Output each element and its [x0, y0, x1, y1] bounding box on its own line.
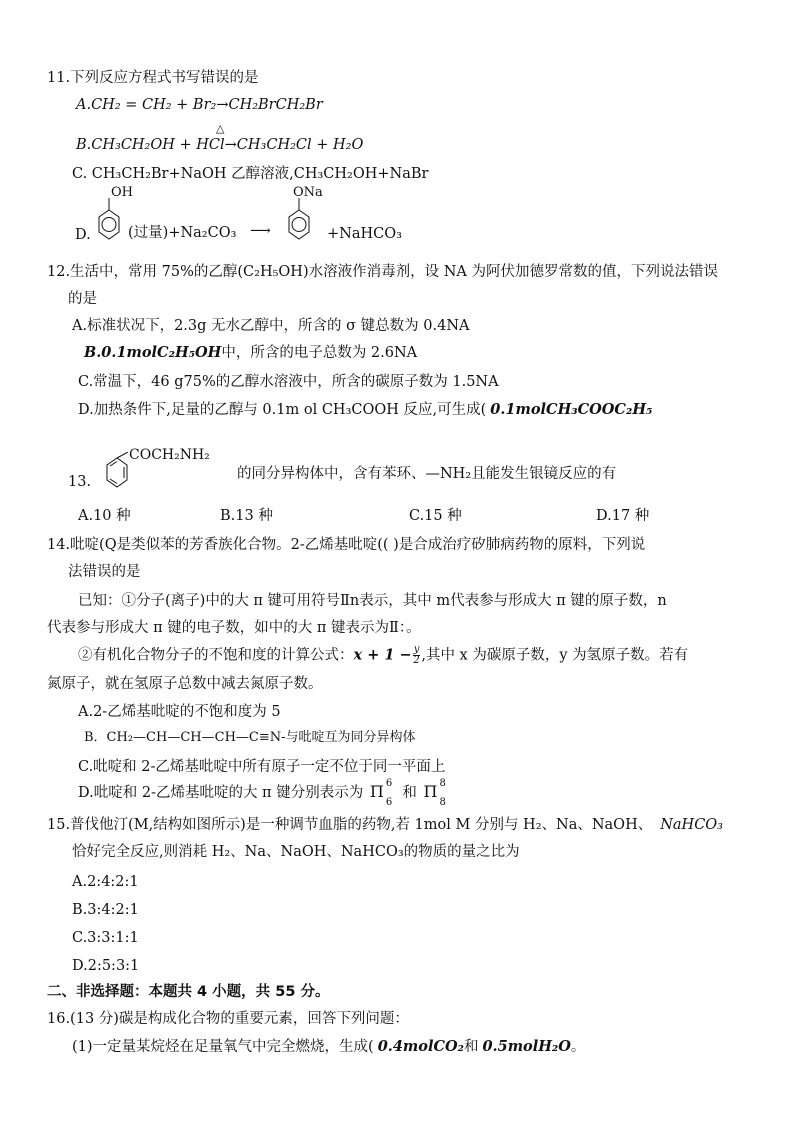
q16-and: 和: [463, 1039, 479, 1055]
pi-subscript: 8: [439, 797, 446, 808]
q15-stem-text: 15.普伐他汀(M,结构如图所示)是一种调节血脂的药物,若 1mol M 分别与 H₂、Na、NaOH、: [47, 817, 653, 833]
pi-symbol: Π: [369, 782, 384, 801]
q14-option-c: C.吡啶和 2-乙烯基吡啶中所有原子一定不位于同一平面上: [78, 759, 446, 775]
q15-option-c: C.3:3:1:1: [72, 930, 139, 946]
q11-stem: 11.下列反应方程式书写错误的是: [47, 70, 259, 86]
q14-option-a: A.2-乙烯基吡啶的不饱和度为 5: [78, 704, 281, 720]
heat-symbol: △: [216, 122, 225, 135]
q12-option-b: [84, 344, 417, 362]
oh-group-label: OH: [111, 185, 133, 200]
q12-option-d-formula: 0.1molCH₃COOC₂H₅: [490, 401, 653, 418]
reaction-arrow: ⟶: [250, 223, 271, 239]
q13-label: 13.: [68, 474, 92, 490]
q11-option-a: A.CH₂ = CH₂ + Br₂→CH₂BrCH₂Br: [76, 97, 323, 113]
q13-stem: 的同分异构体中，含有苯环、—NH₂且能发生银镜反应的有: [237, 466, 617, 482]
q12-option-c: C.常温下，46 g75%的乙醇水溶液中，所含的碳原子数为 1.5NA: [78, 374, 499, 390]
q13-option-d: D.17 种: [596, 508, 650, 524]
q16-h2o-amount: 0.5molH₂O: [482, 1038, 571, 1055]
q15-option-b: B.3:4:2:1: [72, 902, 139, 918]
ona-group-label: ONa: [293, 185, 323, 200]
pi-subscript: 6: [385, 797, 393, 808]
q14-note2-line2: 氮原子，就在氢原子总数中减去氮原子数。: [47, 676, 323, 692]
q14-stem-line2: 法错误的是: [68, 564, 141, 580]
unsaturation-formula: x + 1 −: [353, 646, 412, 664]
pi-superscript: 8: [439, 778, 446, 789]
section-heading: 二、非选择题：本题共 4 小题，共 55 分。: [47, 984, 330, 1000]
q11-option-c: C. CH₃CH₂Br+NaOH 乙醇溶液,CH₃CH₂OH+NaBr: [72, 166, 429, 182]
q16-sub1: [72, 1038, 585, 1056]
q13-substituent-label: COCH₂NH₂: [129, 447, 210, 463]
q14-note2-line1: [78, 645, 688, 666]
pi-superscript: 6: [385, 778, 393, 789]
q14-note2-prefix: ②有机化合物分子的不饱和度的计算公式：: [78, 647, 354, 664]
q15-nahco3: NaHCO₃: [660, 817, 723, 833]
q11-option-d-reagent: (过量)+Na₂CO₃: [128, 225, 237, 241]
pi-bond-pyridine: [369, 778, 393, 808]
q12-option-d-text: D.加热条件下,足量的乙醇与 0.1m ol CH₃COOH 反应,可生成(: [78, 402, 487, 418]
pi-bond-vinylpyridine: [423, 778, 446, 808]
q16-co2-amount: 0.4molCO₂: [377, 1038, 464, 1055]
fraction-numerator: y: [413, 644, 420, 655]
q15-option-d: D.2:5:3:1: [72, 958, 140, 974]
q14-option-d: [78, 778, 446, 808]
pi-symbol: Π: [423, 782, 438, 801]
q14-option-d-text: D.吡啶和 2-乙烯基吡啶的大 π 键分别表示为: [78, 785, 364, 801]
q13-option-b: B.13 种: [220, 508, 273, 524]
q14-stem-line1: 14.吡啶(Q是类似苯的芳香族化合物。2-乙烯基吡啶(( )是合成治疗矽肺病药物的原料，下列说: [47, 537, 646, 553]
q12-option-b-formula: B.0.1molC₂H₅OH: [84, 344, 222, 361]
q12-option-d: [78, 401, 652, 419]
and-word: 和: [402, 785, 417, 801]
q16-end-mark: 。: [570, 1039, 586, 1055]
q12-option-b-text: 中，所含的电子总数为 2.6NA: [221, 345, 418, 361]
q11-option-b: B.CH₃CH₂OH + HCl→CH₃CH₂Cl + H₂O: [76, 137, 364, 153]
q13-option-a: A.10 种: [78, 508, 131, 524]
q15-stem-line2: 恰好完全反应,则消耗 H₂、Na、NaOH、NaHCO₃的物质的量之比为: [72, 844, 520, 860]
fraction-denominator: 2: [413, 655, 420, 666]
q13-option-c: C.15 种: [409, 508, 462, 524]
q16-sub1-text: (1)一定量某烷烃在足量氧气中完全燃烧，生成(: [72, 1039, 374, 1055]
q15-option-a: A.2:4:2:1: [72, 874, 139, 890]
q14-note1-line2: 代表参与形成大 π 键的电子数，如中的大 π 键表示为Ⅱ：。: [47, 620, 421, 636]
q15-stem-line1: [47, 816, 723, 834]
q12-option-a: A.标准状况下，2.3g 无水乙醇中，所含的 σ 键总数为 0.4NA: [72, 318, 470, 334]
y-over-2-fraction: [413, 645, 421, 666]
q14-note1-line1: 已知：①分子(离子)中的大 π 键可用符号Ⅱn表示，其中 m代表参与形成大 π 键的原子数，n: [78, 593, 667, 609]
q16-stem: 16.(13 分)碳是构成化合物的重要元素，回答下列问题：: [47, 1011, 409, 1027]
acetophenone-ring-icon: [92, 452, 132, 498]
q14-note2-suffix: ,其中 x 为碳原子数，y 为氢原子数。若有: [421, 647, 689, 664]
q12-stem-line1: 12.生活中，常用 75%的乙醇(C₂H₅OH)水溶液作消毒剂，设 NA 为阿伏加德罗常数的值，下列说法错误: [47, 264, 718, 280]
q11-option-d-label: D.: [75, 227, 91, 243]
phenoxide-ring-icon: [280, 198, 310, 246]
q14-option-b: B．CH₂—CH—CH—CH—C≡N-与吡啶互为同分异构体: [84, 730, 416, 745]
q12-stem-line2: 的是: [68, 291, 97, 307]
q11-option-d-product: +NaHCO₃: [327, 226, 402, 242]
phenol-ring-icon: [90, 198, 120, 246]
